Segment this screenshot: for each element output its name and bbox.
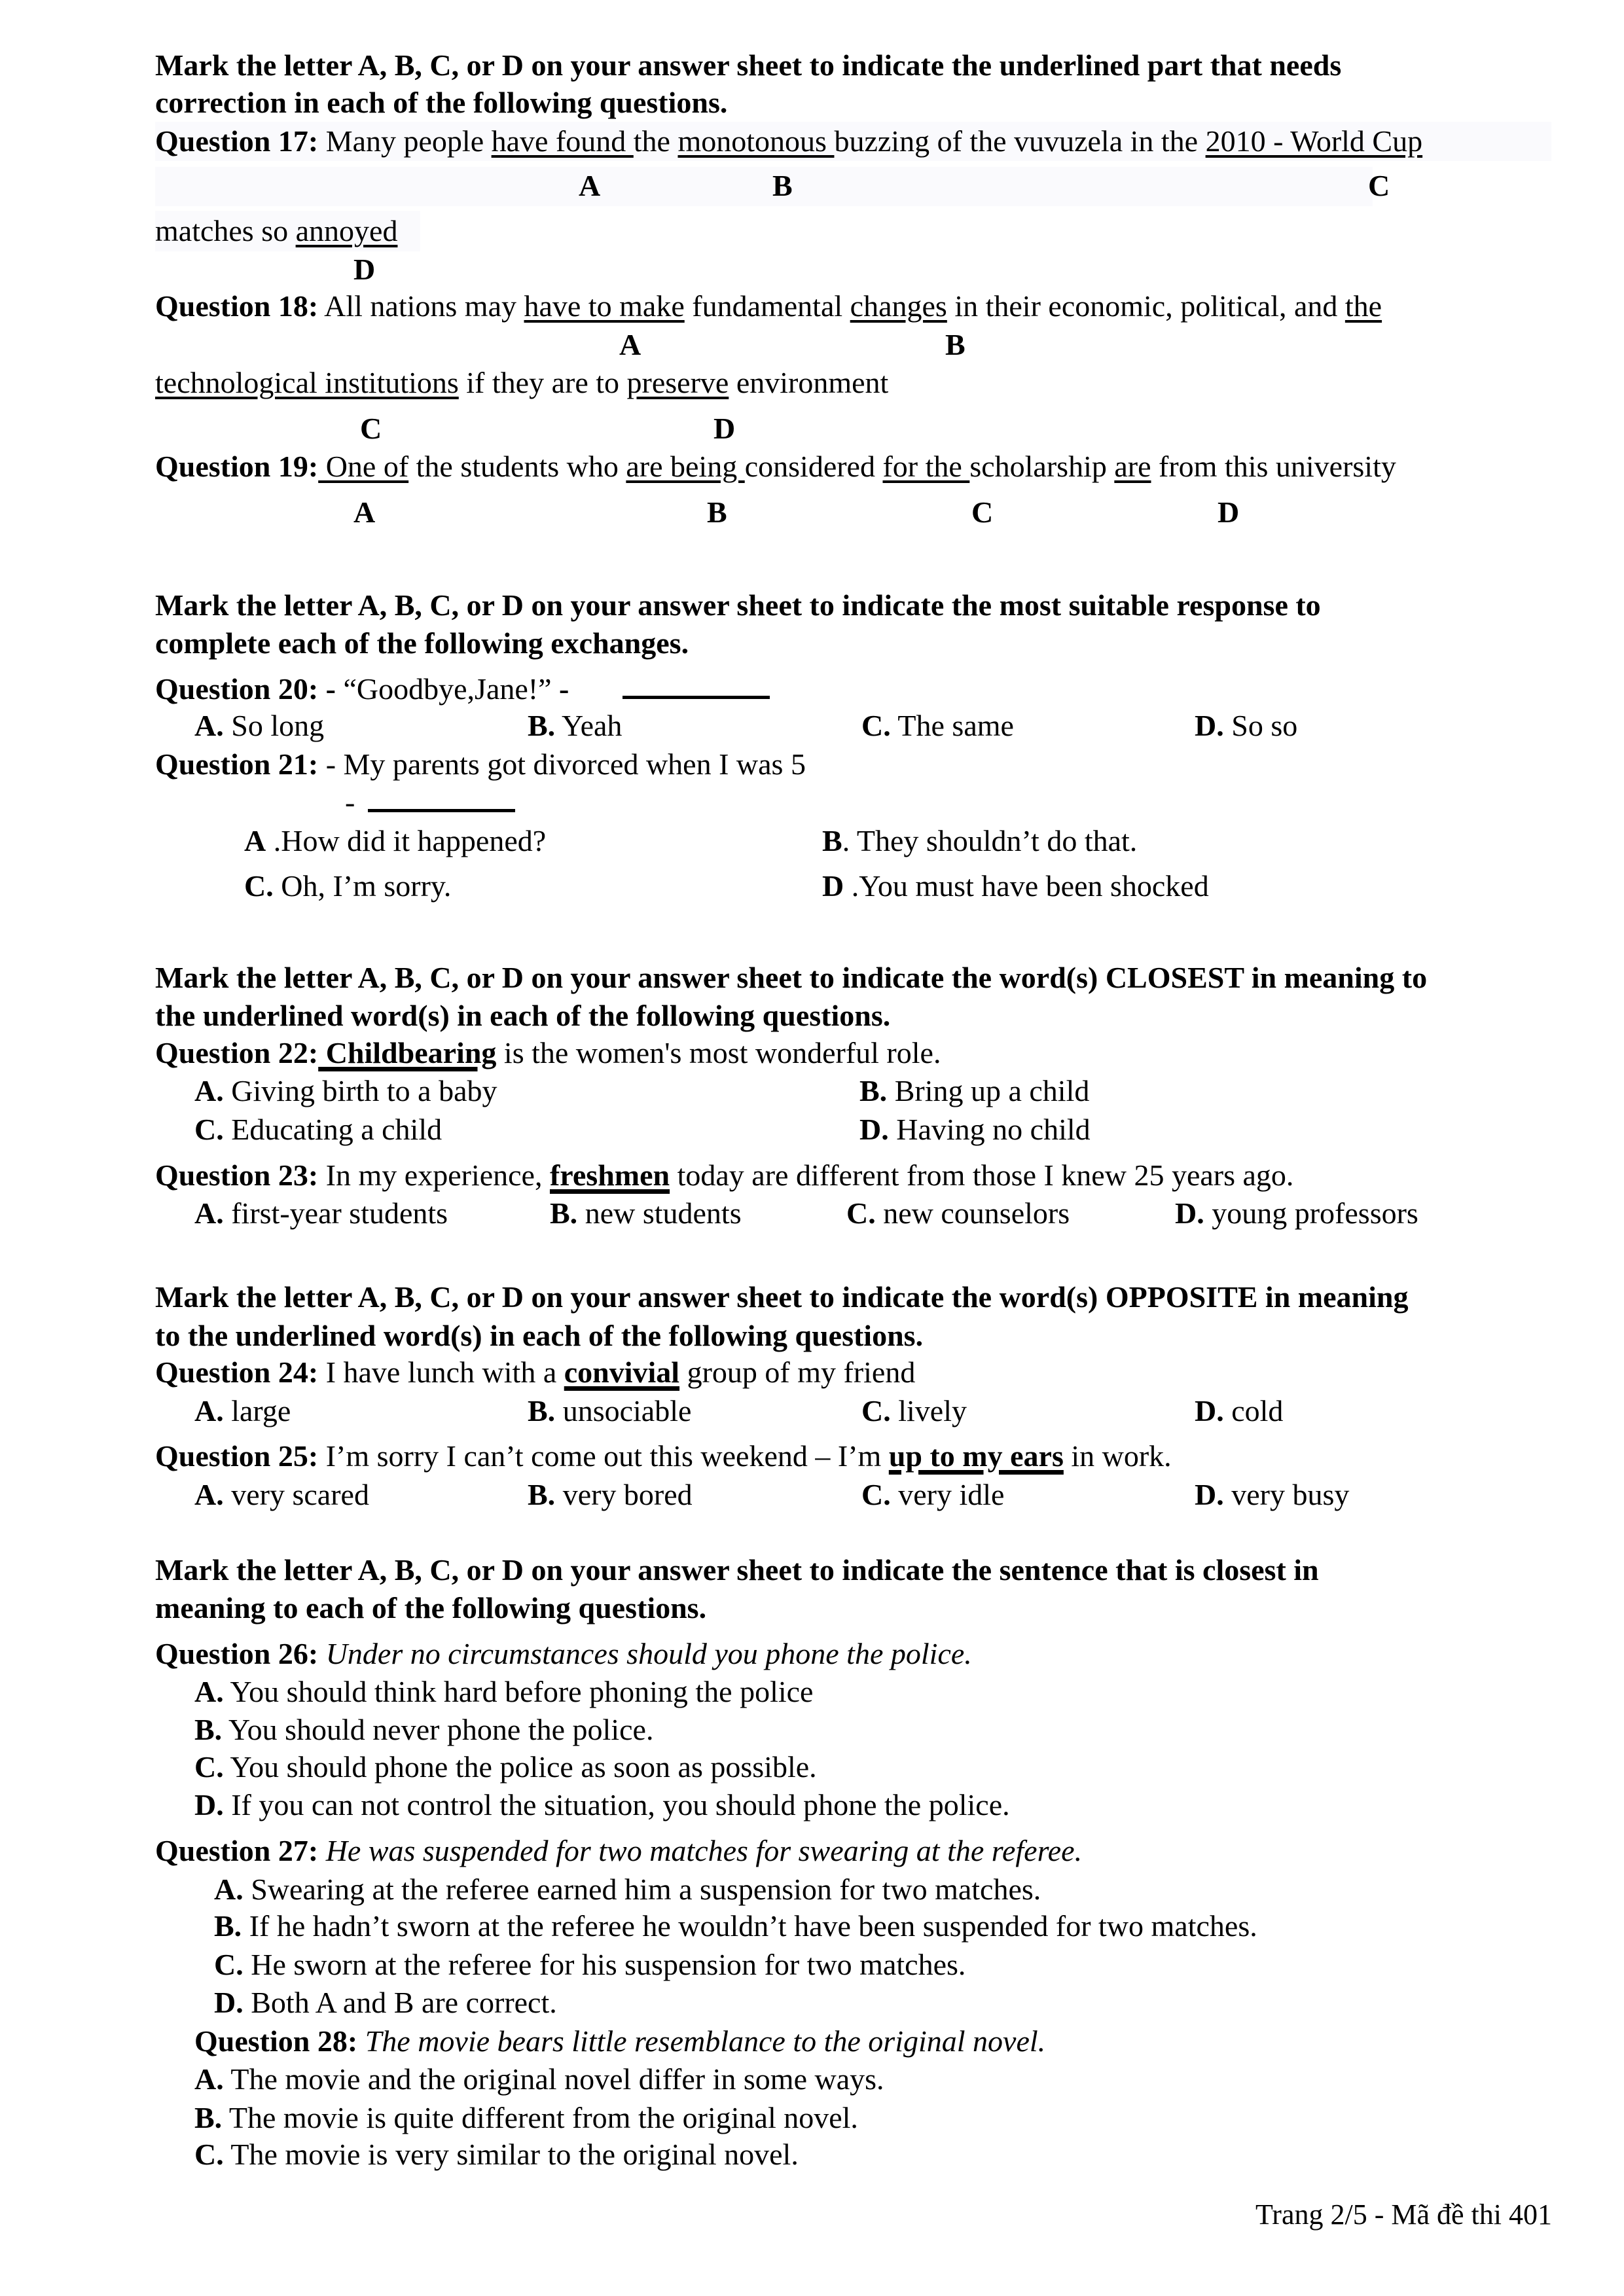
q21-response-line: - xyxy=(345,783,515,821)
q18-option-a-text: have to make xyxy=(524,289,685,323)
answer-blank xyxy=(623,670,770,699)
question-label: Question 17: xyxy=(155,124,319,158)
question-18: Question 18: All nations may have to make fundamental changes in their economic, political, and the xyxy=(155,289,1382,323)
q26-option-d: D. If you can not control the situation, you should phone the police. xyxy=(194,1788,1010,1821)
q24-option-c: C. lively xyxy=(861,1394,967,1427)
q28-option-b: B. The movie is quite different from the original novel. xyxy=(194,2101,858,2134)
section-2-instruction-line-1: Mark the letter A, B, C, or D on your answer sheet to indicate the most suitable response to xyxy=(155,588,1321,622)
q18-option-c-text-part-2: technological institutions xyxy=(155,366,459,399)
section-2-instruction-line-2: complete each of the following exchanges. xyxy=(155,626,689,660)
q26-option-c: C. You should phone the police as soon as possible. xyxy=(194,1750,817,1784)
q20-option-b: B. Yeah xyxy=(528,709,623,742)
section-1-instruction-line-2: correction in each of the following questions. xyxy=(155,86,728,119)
q21-option-a: A .How did it happened? xyxy=(244,824,547,857)
q17-mark-a: A xyxy=(579,169,601,202)
q21-option-d: D .You must have been shocked xyxy=(822,869,1209,903)
q23-option-d: D. young professors xyxy=(1175,1196,1418,1230)
q20-option-a: A. So long xyxy=(194,709,325,742)
question-label: Question 27: xyxy=(155,1834,319,1867)
page-footer: Trang 2/5 - Mã đề thi 401 xyxy=(1255,2198,1552,2231)
q24-option-d: D. cold xyxy=(1195,1394,1284,1427)
q19-option-b-text: are being xyxy=(626,450,745,483)
q28-option-a: A. The movie and the original novel differ in some ways. xyxy=(194,2062,884,2096)
q19-option-a-text: One of xyxy=(318,450,409,483)
question-25: Question 25: I’m sorry I can’t come out this weekend – I’m up to my ears in work. xyxy=(155,1439,1172,1473)
q20-option-d: D. So so xyxy=(1195,709,1298,742)
question-label: Question 18: xyxy=(155,289,319,323)
question-19: Question 19: One of the students who are being considered for the scholarship are from this university xyxy=(155,450,1396,483)
q17-mark-c: C xyxy=(1368,169,1390,202)
question-label: Question 20: - xyxy=(155,672,336,706)
q19-mark-b: B xyxy=(707,495,727,529)
q18-mark-b: B xyxy=(945,328,965,361)
question-22: Question 22: Childbearing is the women's most wonderful role. xyxy=(155,1036,941,1069)
q25-option-b: B. very bored xyxy=(528,1478,693,1511)
q18-option-b-text: changes xyxy=(850,289,947,323)
q17-shade-line-2 xyxy=(155,167,1373,206)
q18-option-c-text-part-1: the xyxy=(1344,289,1382,323)
q18-option-d-text: preserve xyxy=(626,366,729,399)
question-label: Question 25: xyxy=(155,1439,319,1473)
question-label: Question 21: xyxy=(155,747,319,781)
question-23: Question 23: In my experience, freshmen today are different from those I knew 25 years ago. xyxy=(155,1158,1294,1192)
q19-mark-a: A xyxy=(353,495,376,529)
section-3-instruction-line-1: Mark the letter A, B, C, or D on your answer sheet to indicate the word(s) CLOSEST in meaning to xyxy=(155,961,1428,994)
q17-option-a-text: have found xyxy=(491,124,634,158)
underlined-word: Childbearing xyxy=(318,1036,497,1069)
q23-option-b: B. new students xyxy=(550,1196,742,1230)
q18-mark-a: A xyxy=(619,328,641,361)
question-21: Question 21: - My parents got divorced when I was 5 xyxy=(155,747,806,781)
q25-option-c: C. very idle xyxy=(861,1478,1005,1511)
question-label: Question 24: xyxy=(155,1355,319,1389)
question-27: Question 27: He was suspended for two matches for swearing at the referee. xyxy=(155,1834,1083,1867)
underlined-word: freshmen xyxy=(549,1158,670,1192)
section-3-instruction-line-2: the underlined word(s) in each of the following questions. xyxy=(155,999,891,1032)
question-label: Question 22: xyxy=(155,1036,319,1069)
q22-option-d: D. Having no child xyxy=(859,1113,1091,1146)
question-label: Question 26: xyxy=(155,1637,319,1670)
q17-option-c-text: 2010 - World Cup xyxy=(1205,124,1423,158)
question-17-cont: matches so annoyed xyxy=(155,214,398,247)
question-18-cont: technological institutions if they are to preserve environment xyxy=(155,366,889,399)
q19-mark-d: D xyxy=(1218,495,1240,529)
question-label: Question 19: xyxy=(155,450,319,483)
q19-option-c-text: for the xyxy=(882,450,970,483)
question-24: Question 24: I have lunch with a convivial group of my friend xyxy=(155,1355,916,1389)
q17-mark-b: B xyxy=(772,169,793,202)
q23-option-c: C. new counselors xyxy=(846,1196,1070,1230)
q24-option-a: A. large xyxy=(194,1394,291,1427)
section-4-instruction-line-1: Mark the letter A, B, C, or D on your answer sheet to indicate the word(s) OPPOSITE in meaning xyxy=(155,1280,1409,1314)
q17-option-d-text: annoyed xyxy=(295,214,398,247)
section-4-instruction-line-2: to the underlined word(s) in each of the following questions. xyxy=(155,1319,924,1352)
question-label: Question 23: xyxy=(155,1158,319,1192)
section-5-instruction-line-1: Mark the letter A, B, C, or D on your answer sheet to indicate the sentence that is closest in xyxy=(155,1553,1319,1587)
underlined-word: up to my ears xyxy=(888,1439,1064,1473)
question-28: Question 28: The movie bears little resemblance to the original novel. xyxy=(194,2024,1046,2058)
q26-option-b: B. You should never phone the police. xyxy=(194,1713,654,1746)
q27-option-b: B. If he hadn’t sworn at the referee he wouldn’t have been suspended for two matches. xyxy=(214,1909,1257,1943)
question-26: Question 26: Under no circumstances should you phone the police. xyxy=(155,1637,972,1670)
question-17: Question 17: Many people have found the monotonous buzzing of the vuvuzela in the 2010 - World Cup xyxy=(155,124,1423,158)
q23-option-a: A. first-year students xyxy=(194,1196,448,1230)
underlined-word: convivial xyxy=(564,1355,680,1389)
q25-option-d: D. very busy xyxy=(1195,1478,1350,1511)
section-1-instruction-line-1: Mark the letter A, B, C, or D on your answer sheet to indicate the underlined part that needs xyxy=(155,48,1342,82)
q27-option-d: D. Both A and B are correct. xyxy=(214,1986,557,2019)
q28-option-c: C. The movie is very similar to the original novel. xyxy=(194,2138,799,2171)
q17-mark-d: D xyxy=(353,253,376,286)
q19-mark-c: C xyxy=(971,495,994,529)
q22-option-c: C. Educating a child xyxy=(194,1113,442,1146)
q21-option-b: B. They shouldn’t do that. xyxy=(822,824,1138,857)
q21-option-c: C. Oh, I’m sorry. xyxy=(244,869,452,903)
q22-option-b: B. Bring up a child xyxy=(859,1074,1090,1107)
section-5-instruction-line-2: meaning to each of the following questions. xyxy=(155,1591,707,1624)
answer-blank xyxy=(368,783,515,812)
question-20: Question 20: - “Goodbye,Jane!” - xyxy=(155,670,770,708)
q17-option-b-text: monotonous xyxy=(677,124,835,158)
q22-option-a: A. Giving birth to a baby xyxy=(194,1074,497,1107)
q25-option-a: A. very scared xyxy=(194,1478,369,1511)
question-label: Question 28: xyxy=(194,2024,358,2058)
q18-mark-d: D xyxy=(713,412,736,445)
q19-option-d-text: are xyxy=(1114,450,1151,483)
q27-option-a: A. Swearing at the referee earned him a suspension for two matches. xyxy=(214,1873,1041,1906)
q24-option-b: B. unsociable xyxy=(528,1394,692,1427)
q26-option-a: A. You should think hard before phoning the police xyxy=(194,1675,814,1708)
q18-mark-c: C xyxy=(360,412,382,445)
q27-option-c: C. He sworn at the referee for his suspension for two matches. xyxy=(214,1948,966,1981)
q20-option-c: C. The same xyxy=(861,709,1014,742)
